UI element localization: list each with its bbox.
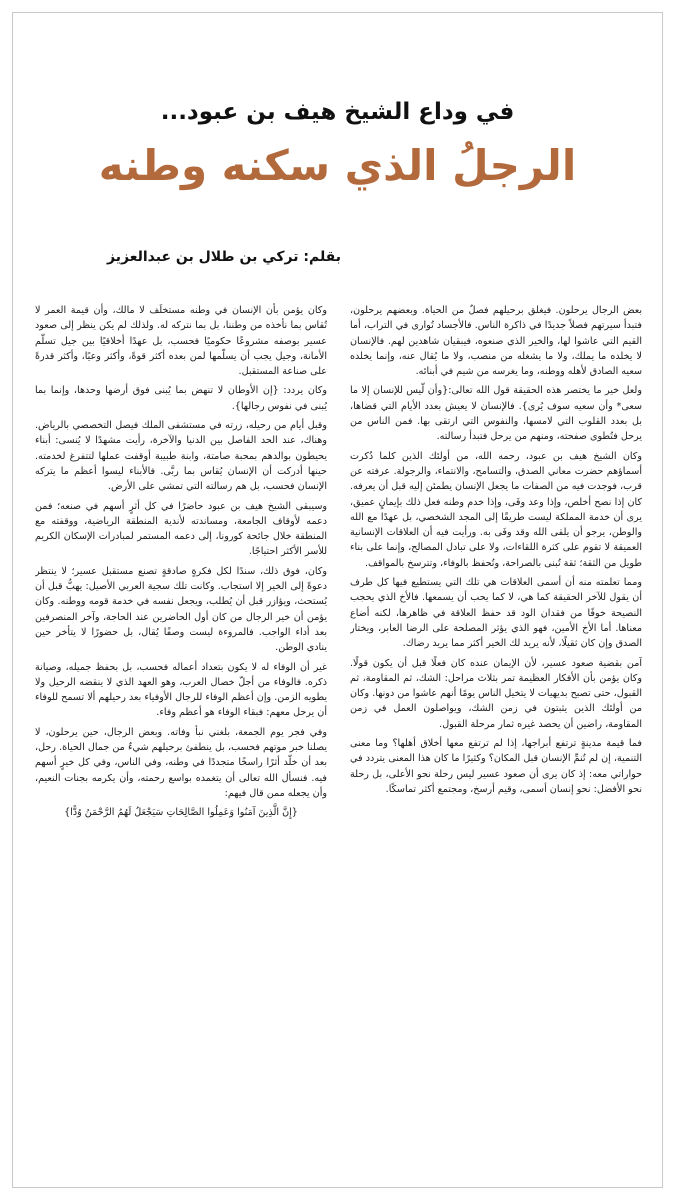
article-byline: بقلم: تركي بن طلال بن عبدالعزيز bbox=[107, 249, 341, 265]
paragraph: وسيبقى الشيخ هيف بن عبود حاضرًا في كل أثرٍ أسهم في صنعه؛ فمن دعمه لأوقاف الجامعة، ومساندته لأندية المنطقة الرياضية، ووقفته مع المنطقة خلال جائحة كورونا، إلى دعمه المستمر لمبادرات الإسكان الكريم للأسر الأكثر احتياجًا. bbox=[35, 500, 327, 558]
paragraph: وكان الشيخ هيف بن عبود، رحمه الله، من أولئك الذين كلما ذُكرت أسماؤهم حضرت معاني الصدق، والتسامح، والانتماء، والرجولة. عرفته عن قرب، فوجدت فيه من الصفات ما يجعل الإنسان يطمئن إليه قبل أن يعرفه. كان إذا نصح أخلص، وإذا وعد وفَى، وإذا خدم وطنه فعل ذلك بإيمانٍ عميق، يرى أن خدمة المملكة ليست طريقًا إلى المجد الشخصي، بل عهدًا مع الله والوطن، يرجو أن يلقى الله وقد وفَى به. ورأيت فيه أن العلاقات الإنسانية العميقة لا تقوم على كثرة اللقاءات، ولا على تبادل المصالح، وإنما على بناء طويل من الثقة؛ ثقة تُبنى بالصراحة، وتُحفظ بالوفاء، وتترسخ بالمواقف. bbox=[350, 450, 642, 569]
paragraph: ولعل خير ما يختصر هذه الحقيقة قول الله تعالى:{وأن لّيس للإنسان إلا ما سعى* وأن سعيه سوف يُرى}. فالإنسان لا يعيش بعدد الأيام التي قضاها، بل بعدد القلوب التي لامسها، والنفوس التي ارتقى بها. فمن الناس من يرحل فتُطوى صفحته، ومنهم من يرحل فتبدأ رسالته. bbox=[350, 385, 642, 443]
article-column-right bbox=[350, 303, 642, 1163]
paragraph: آمن بقضية صعود عسير، لأن الإيمان عنده كان فعلًا قبل أن يكون قولًا. وكان يؤمن بأن الأفكار العظيمة تمر بثلاث مراحل: الشك، ثم المقاومة، ثم القبول، حتى تصبح بديهيات لا يتخيل الناس يومًا أنهم عاشوا من دونها. وكان من أولئك الذين يثبتون في زمن الشك، ويواصلون العمل في زمن المقاومة، راضين أن يحصد غيره ثمار مرحلة القبول. bbox=[350, 657, 642, 730]
paragraph: وكان يؤمن بأن الإنسان في وطنه مستخلَف لا مالك، وأن قيمة العمر لا تُقاس بما نأخذه من وطننا، بل بما نتركه له. ولذلك لم يكن ينظر إلى صعود عسير بوصفه مشروعًا حكوميًا فحسب، بل عهدًا أخلاقيًا بين جيل تسلّم الأمانة، وجيل يجب أن يسلّمها لمن بعده أكثر قوةً، وأكثر وعيًا، وأكثر قدرةً على صناعة المستقبل. bbox=[35, 305, 327, 378]
closing-quran-verse: {إِنَّ الَّذِينَ آمَنُوا وَعَمِلُوا الصَّالِحَاتِ سَيَجْعَلُ لَهُمُ الرَّحْمَنُ وُدًّا} bbox=[64, 807, 298, 819]
article-kicker: في وداع الشيخ هيف بن عبود... bbox=[160, 99, 515, 125]
paragraph: وفي فجر يوم الجمعة، بلغني نبأ وفاته. وبعض الرجال، حين يرحلون، لا يصلنا خبر موتهم فحسب، بل ينطفئ برحيلهم شيءٌ من جمال الحياة. رحل، بعد أن خلّد أثرًا راسخًا متجددًا في وطنه، وفي الناس، وفي كل خيرٍ أسهم فيه. فنسأل الله تعالى أن يتغمده بواسع رحمته، وأن يكرمه بجنات النعيم، وأن يجعله ممن قال فيهم: bbox=[35, 726, 327, 799]
paragraph: وكان يردد: {إن الأوطان لا تنهض بما يُبنى فوق أرضها وحدها، وإنما بما يُبنى في نفوس رجالها}. bbox=[35, 385, 327, 412]
paragraph: وكان، فوق ذلك، سندًا لكل فكرةٍ صادقةٍ تصنع مستقبل عسير؛ لا ينتظر دعوةً إلى الخير إلا استجاب. وكانت تلك سجية العربي الأصيل: يهبُّ قبل أن يُستحث، ويؤازر قبل أن يُطلب، ويجعل نفسه في خدمة قومه ووطنه. وكان يؤمن أن خير الرجال من كان أول الحاضرين عند الحاجة، وآخر المنصرفين بعد أداء الواجب. فالمروءة ليست وصفًا يُقال، بل حضورًا لا يتأخر حين ينادي الوطن. bbox=[35, 565, 327, 654]
paragraph: وقبل أيام من رحيله، زرته في مستشفى الملك فيصل التخصصي بالرياض. وهناك، عند الحد الفاصل بين الدنيا والآخرة، رأيت مشهدًا لا يُنسى: أبناء يحيطون بوالدهم بمحبة صامتة، وابنة طبيبة أوقفت عملها لتتفرغ لخدمته. حينها أدركت أن الإنسان يُقاس بما ربَّى. فالأبناء ليسوا أعظم ما يتركه الإنسان فحسب، بل هم رسالته التي تمشي على الأرض. bbox=[35, 420, 327, 493]
article-column-left bbox=[35, 303, 327, 1163]
paragraph: بعض الرجال يرحلون. فيغلق برحيلهم فصلٌ من الحياة. وبعضهم يرحلون، فتبدأ سيرتهم فصلاً جديدًا في ذاكرة الناس. فالأجساد تُوارى في التراب، أما القيم التي عاشوا لها، والخير الذي صنعوه، فيبقيان شاهدين لهم. فالإنسان لا يخلده ما يملك، ولا ما يشغله من منصب، ولا ما يُقال عنه، وإنما يخلده سعيه الصادق لأهله ووطنه، وما يغرسه من شيم في أبنائه. bbox=[350, 305, 642, 378]
paragraph: غير أن الوفاء له لا يكون بتعداد أعماله فحسب، بل بحفظ جميله، وصيانة ذكره. فالوفاء من أجلّ خصال العرب، وهو العهد الذي لا ينقضه الرحيل ولا يطويه الزمن. وإن أعظم الوفاء للرجال الأوفياء بعد رحيلهم ألا تسمح للوفاء أن يرحل معهم: فبقاء الوفاء هو أعظم وفاء. bbox=[35, 661, 327, 719]
paragraph: فما قيمة مدينةٍ ترتفع أبراجها، إذا لم ترتفع معها أخلاق أهلها؟ وما معنى التنمية، إن لم تُنمِّ الإنسان قبل المكان؟ وكثيرًا ما كان هذا المعنى يتردد في حواراتي معه: إذ كان يرى أن صعود عسير ليس رحلة نحو الأعلى، بل رحلة نحو الأفضل: نحو إنسان أسمى، وقيم أرسخ، ومجتمع أكثر تماسكًا. bbox=[350, 738, 642, 795]
paragraph: ومما تعلمته منه أن أسمى العلاقات هي تلك التي يستطيع فيها كل طرف أن يقول للآخر الحقيقة كما هي، لا كما يحب أن يسمعها. فالأخ الذي يحجب النصيحة خوفًا من فقدان الود قد حفظ العلاقة في ظاهرها، لكنه أضاع معناها. أما الأخ الأمين، فهو الذي يؤثر المصلحة على الرضا العابر، ويختار الصدق وإن كان ثقيلًا، لأنه يريد لك الخير أكثر مما يريد رضاك. bbox=[350, 577, 642, 650]
newspaper-page bbox=[12, 12, 663, 1188]
article-headline: الرجلُ الذي سكنه وطنه bbox=[98, 141, 577, 190]
